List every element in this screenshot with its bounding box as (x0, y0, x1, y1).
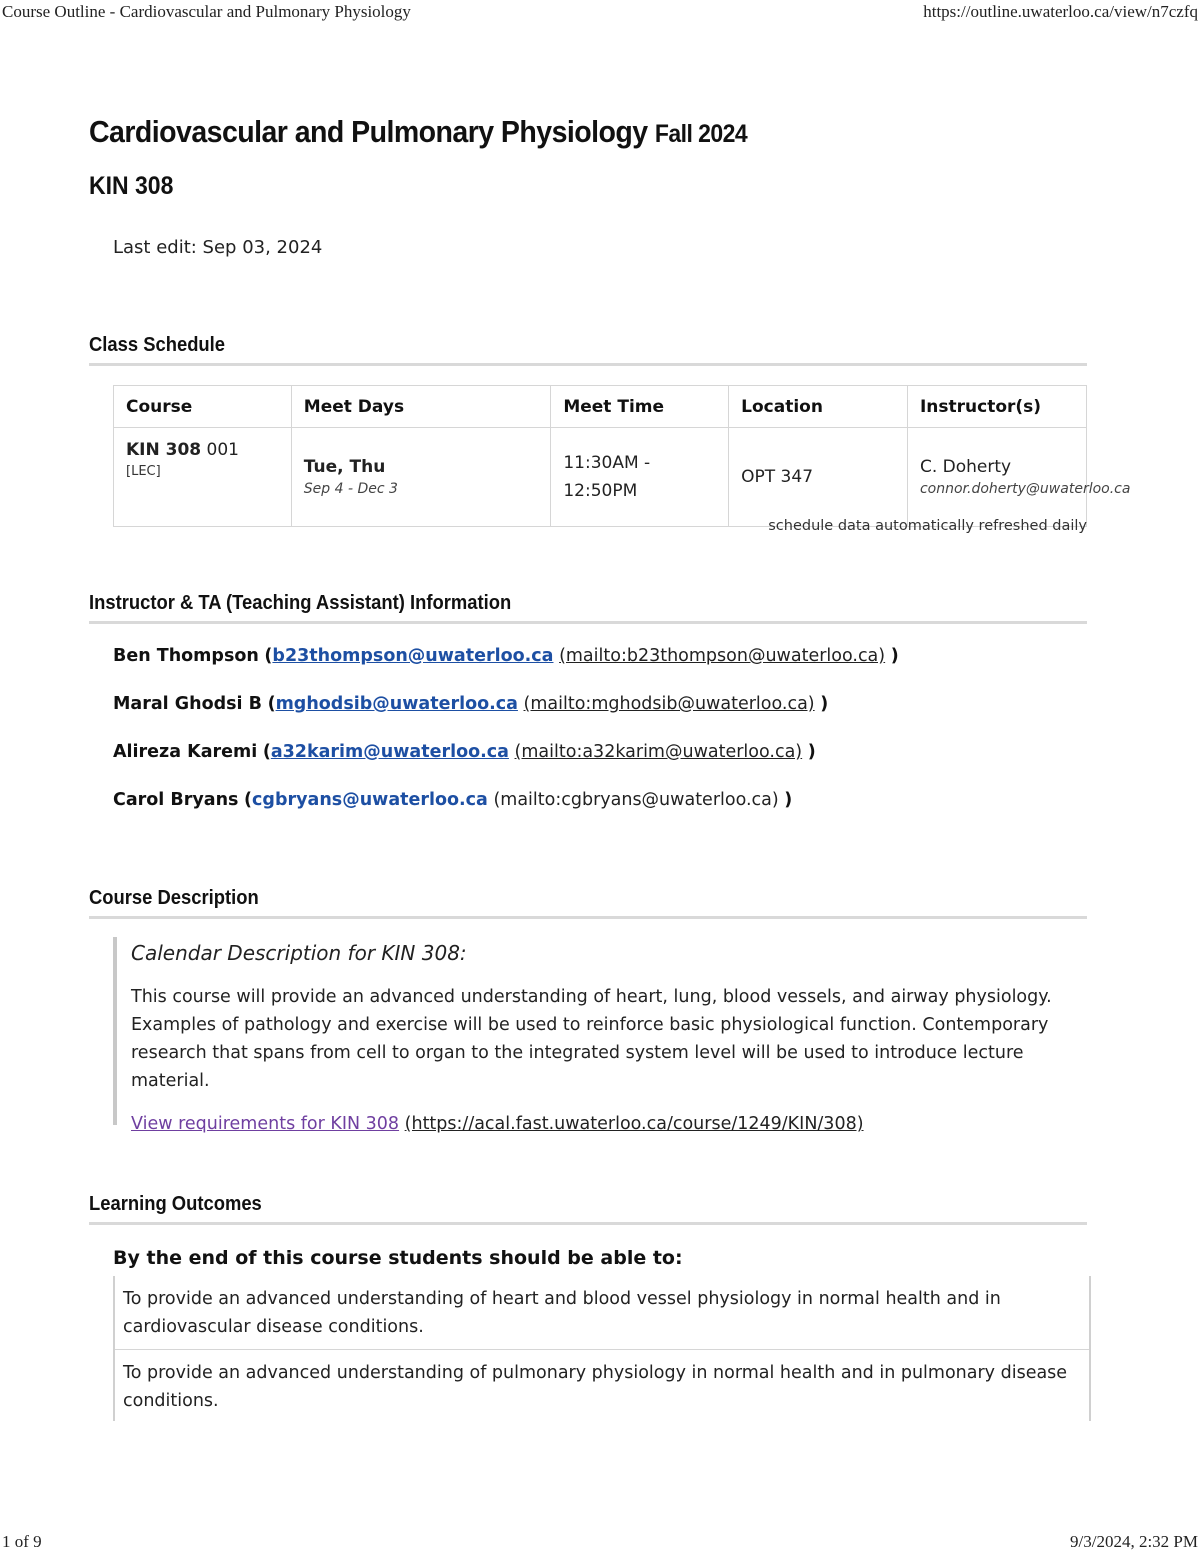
list-item: To provide an advanced understanding of pulmonary physiology in normal health and in pulmonary disease conditions. (123, 1363, 1068, 1411)
email-link[interactable]: cgbryans@uwaterloo.ca (252, 790, 488, 810)
person-name: Ben Thompson (113, 646, 259, 666)
learning-outcomes-list (113, 1276, 1091, 1421)
person-name: Alireza Karemi (113, 742, 258, 762)
calendar-description-block (113, 937, 1105, 1134)
section-number: 001 (206, 440, 239, 460)
column-header-meet-days: Meet Days (291, 386, 551, 428)
calendar-description-text: This course will provide an advanced understanding of heart, lung, blood vessels, and airway physiology. Examples of pathology and exercise will be used to reinforce basic physiological function. Contemporary research that spans from cell to organ to the integrated system level will be used to introduce lecture material. (131, 987, 1052, 1091)
cell-meet-time: 11:30AM - 12:50PM (551, 428, 729, 527)
cell-meet-days (291, 428, 551, 527)
mailto-link[interactable]: (mailto:a32karim@uwaterloo.ca) (514, 742, 803, 762)
list-item: To provide an advanced understanding of heart and blood vessel physiology in normal health and in cardiovascular disease conditions. (115, 1276, 1089, 1350)
email-link[interactable]: b23thompson@uwaterloo.ca (272, 646, 554, 666)
list-item: Maral Ghodsi B (mghodsib@uwaterloo.ca (mailto:mghodsib@uwaterloo.ca) ) (113, 694, 829, 714)
page-number: 1 of 9 (2, 1532, 42, 1551)
class-schedule-heading: Class Schedule (89, 334, 1087, 366)
instructor-email[interactable]: connor.doherty@uwaterloo.ca (919, 481, 1131, 497)
course-code: KIN 308 (89, 172, 174, 200)
table-row (114, 428, 1087, 527)
column-header-course: Course (114, 386, 292, 428)
course-code-cell: KIN 308 (126, 440, 202, 460)
course-title: Cardiovascular and Pulmonary Physiology (89, 114, 648, 149)
column-header-location: Location (729, 386, 908, 428)
last-edit-date: Last edit: Sep 03, 2024 (113, 237, 323, 258)
print-header-title: Course Outline - Cardiovascular and Pulmonary Physiology (2, 2, 411, 21)
ta-list (113, 646, 899, 838)
column-header-instructors: Instructor(s) (907, 386, 1086, 428)
instructor-name: C. Doherty (919, 457, 1012, 477)
schedule-refresh-note: schedule data automatically refreshed daily (768, 518, 1087, 534)
mailto-link[interactable]: (mailto:b23thompson@uwaterloo.ca) (559, 646, 886, 666)
person-name: Carol Bryans (113, 790, 239, 810)
cell-instructor (907, 428, 1131, 527)
cell-location: OPT 347 (729, 428, 908, 527)
email-link[interactable]: a32karim@uwaterloo.ca (270, 742, 509, 762)
view-requirements-link[interactable]: View requirements for KIN 308 (131, 1114, 400, 1134)
course-term: Fall 2024 (654, 120, 748, 148)
date-range: Sep 4 - Dec 3 (303, 481, 398, 497)
person-name: Maral Ghodsi B (113, 694, 262, 714)
instructor-ta-heading: Instructor & TA (Teaching Assistant) Information (89, 592, 1087, 624)
print-footer (0, 1532, 1200, 1552)
list-item: Ben Thompson (b23thompson@uwaterloo.ca (mailto:b23thompson@uwaterloo.ca) ) (113, 646, 899, 666)
requirements-url[interactable]: (https://acal.fast.uwaterloo.ca/course/1249/KIN/308) (404, 1114, 864, 1134)
meet-days: Tue, Thu (303, 457, 386, 477)
print-header (0, 2, 1200, 22)
course-description-heading: Course Description (89, 887, 1087, 919)
email-link[interactable]: mghodsib@uwaterloo.ca (275, 694, 518, 714)
learning-outcomes-heading: Learning Outcomes (89, 1193, 1087, 1225)
list-item: Alireza Karemi (a32karim@uwaterloo.ca (mailto:a32karim@uwaterloo.ca) ) (113, 742, 816, 762)
table-header-row (114, 386, 1087, 428)
learning-outcomes-intro: By the end of this course students should be able to: (113, 1247, 683, 1269)
cell-course (114, 428, 292, 527)
section-type: [LEC] (126, 464, 161, 479)
column-header-meet-time: Meet Time (551, 386, 729, 428)
list-item: Carol Bryans (cgbryans@uwaterloo.ca (mailto:cgbryans@uwaterloo.ca) ) (113, 790, 793, 810)
print-datetime: 9/3/2024, 2:32 PM (1070, 1532, 1198, 1551)
page-title (89, 114, 747, 150)
print-header-url: https://outline.uwaterloo.ca/view/n7czfq (923, 2, 1198, 21)
mailto-link[interactable]: (mailto:cgbryans@uwaterloo.ca) (493, 790, 779, 810)
mailto-link[interactable]: (mailto:mghodsib@uwaterloo.ca) (523, 694, 815, 714)
requirements-link-row (131, 1114, 1105, 1134)
class-schedule-table (113, 385, 1131, 527)
calendar-description-title: Calendar Description for KIN 308: (131, 941, 467, 965)
